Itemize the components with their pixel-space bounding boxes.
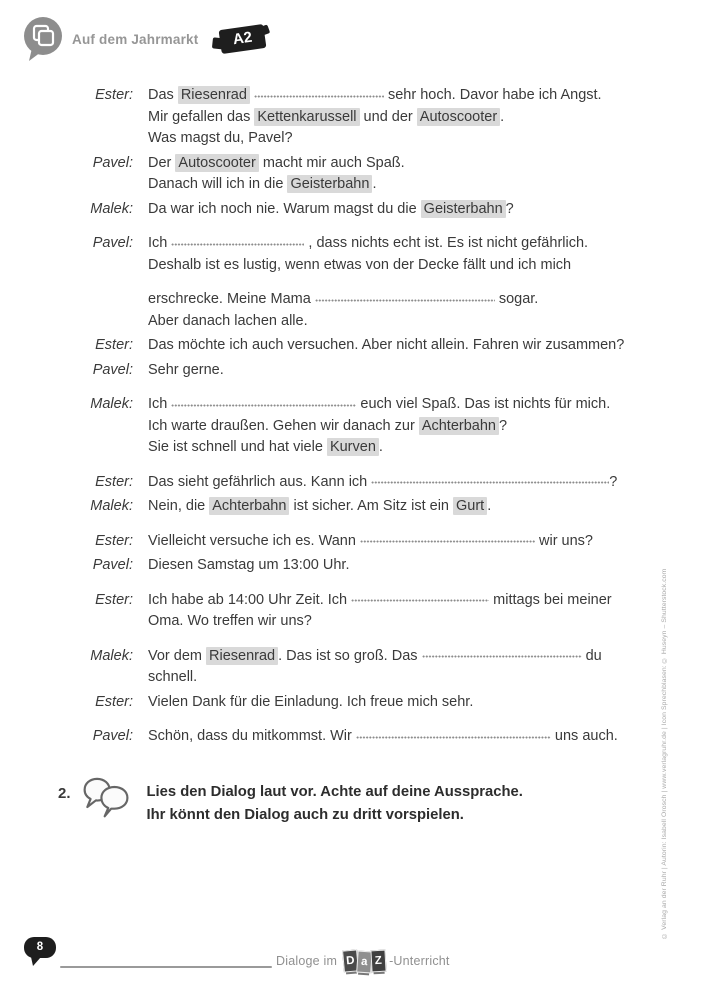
dialogue-line: Vor dem Riesenrad . Das ist so groß. Das du: [148, 647, 602, 664]
speaker-name: Malek:: [90, 647, 133, 664]
dialogue-line: Das Riesenrad sehr hoch. Davor habe ich Angst.: [148, 87, 602, 103]
dialogue-line: Sie ist schnell und hat viele Kurven .: [148, 439, 383, 455]
level-badge-label: A2: [232, 28, 254, 49]
dialogue-turn: [0, 360, 660, 382]
vocab-highlight: Autoscooter: [175, 154, 258, 172]
dialogue-turn: [0, 590, 660, 633]
dialogue-line: erschrecke. Meine Mama sogar.: [148, 291, 539, 307]
vocab-highlight: Geisterbahn: [421, 200, 506, 218]
daz-logo-tile: D: [342, 949, 359, 972]
dialogue-turn: [0, 646, 660, 689]
vocab-highlight: Achterbahn: [419, 417, 499, 435]
dialogue-line: Nein, die Achterbahn ist sicher. Am Sitz ist ein Gurt .: [148, 498, 492, 514]
page-number: 8: [36, 941, 44, 953]
dialogue-line: Oma. Wo treffen wir uns?: [148, 613, 312, 629]
dialogue-turn: [0, 153, 660, 196]
speaker-name: Malek:: [90, 396, 133, 412]
series-title: [276, 948, 450, 974]
vocab-highlight: Achterbahn: [209, 497, 289, 515]
speaker-name: Pavel:: [92, 154, 133, 171]
vocab-highlight: Kettenkarussell: [254, 108, 359, 126]
speaker-name: Malek:: [90, 200, 133, 217]
dialogue-line: Da war ich noch nie. Warum magst du die Geisterbahn ?: [148, 200, 514, 217]
speaker-name: Ester:: [95, 473, 133, 490]
speaker-name: Ester:: [95, 87, 133, 103]
dialogue-line: Diesen Samstag um 13:00 Uhr.: [148, 557, 350, 573]
fill-in-blank[interactable]: [351, 594, 489, 603]
fill-in-blank[interactable]: [360, 535, 535, 544]
fill-in-blank[interactable]: [171, 237, 304, 246]
vocab-highlight: Autoscooter: [417, 108, 500, 126]
speaker-name: Pavel:: [92, 235, 133, 251]
dialogue-turn: [0, 726, 660, 748]
page-number-badge: [24, 937, 56, 958]
dialogue-line: Mir gefallen das Kettenkarussell und der Autoscooter .: [148, 108, 505, 125]
worksheet-header: [22, 16, 266, 62]
dialogue-line: schnell.: [148, 669, 198, 685]
dialogue-line: Der Autoscooter macht mir auch Spaß.: [148, 154, 405, 171]
footer-divider-line: [60, 966, 272, 968]
dialogue-line: Vielen Dank für die Einladung. Ich freue mich sehr.: [148, 693, 474, 710]
dialogue-turn: [0, 233, 660, 276]
dialogue-turn: [0, 199, 660, 221]
dialogue-line: Aber danach lachen alle.: [148, 312, 308, 329]
dialogue-line: Das möchte ich auch versuchen. Aber nicht allein. Fahren wir zusammen?: [148, 337, 625, 353]
dialogue-line: Schön, dass du mitkommst. Wir uns auch.: [148, 728, 618, 744]
speaker-name: Ester:: [95, 532, 133, 549]
fill-in-blank[interactable]: [371, 476, 609, 485]
dialogue-line: Das sieht gefährlich aus. Kann ich ?: [148, 473, 618, 490]
dialogue: [0, 82, 660, 748]
daz-logo: [343, 950, 386, 972]
dialogue-line: Was magst du, Pavel?: [148, 130, 293, 146]
vocab-highlight: Riesenrad: [178, 86, 250, 104]
speaker-name: Ester:: [95, 693, 133, 710]
vocab-highlight: Kurven: [327, 438, 379, 456]
dialogue-turn: [0, 85, 660, 150]
dialogue-line: Sehr gerne.: [148, 361, 224, 378]
vocab-highlight: Riesenrad: [206, 647, 278, 665]
speaker-name: Ester:: [95, 337, 133, 353]
daz-logo-tile: a: [356, 951, 372, 974]
copyright-sidebar: © Verlag an der Ruhr | Autorin: Isabell Orosch | www.verlagruhr.de | Icon Sprechblasen: © Huseyn – Shutterstock.com: [661, 568, 668, 939]
dialogue-line: Ich , dass nichts echt ist. Es ist nicht gefährlich.: [148, 235, 589, 251]
dialogue-turn: [0, 692, 660, 714]
speaker-name: Pavel:: [92, 557, 133, 573]
dialogue-cards-icon: [22, 16, 64, 62]
level-badge: [219, 24, 267, 54]
fill-in-blank[interactable]: [356, 730, 551, 739]
dialogue-turn: [0, 289, 660, 332]
dialogue-turn: [0, 394, 660, 459]
task-instruction-line: Lies den Dialog laut vor. Achte auf deine Aussprache.: [146, 784, 523, 800]
speech-bubbles-icon: [83, 776, 135, 824]
speaker-name: Pavel:: [92, 728, 133, 744]
dialogue-line: Danach will ich in die Geisterbahn .: [148, 176, 377, 192]
fill-in-blank[interactable]: [254, 89, 384, 98]
task-instruction-line: Ihr könnt den Dialog auch zu dritt vorspielen.: [146, 806, 464, 823]
task-2: [58, 776, 523, 826]
vocab-highlight: Gurt: [453, 497, 487, 515]
vocab-highlight: Geisterbahn: [287, 175, 372, 193]
dialogue-turn: [0, 555, 660, 577]
dialogue-line: Vielleicht versuche ich es. Wann wir uns?: [148, 532, 593, 549]
dialogue-line: Ich habe ab 14:00 Uhr Zeit. Ich mittags bei meiner: [148, 591, 612, 608]
speaker-name: Pavel:: [92, 361, 133, 378]
task-instructions: [147, 781, 523, 826]
page-title: Auf dem Jahrmarkt: [72, 31, 199, 47]
dialogue-turn: [0, 472, 660, 494]
dialogue-line: Deshalb ist es lustig, wenn etwas von der Decke fällt und ich mich: [148, 256, 572, 273]
dialogue-turn: [0, 496, 660, 518]
daz-logo-tile: Z: [370, 950, 386, 973]
task-number: 2.: [58, 785, 71, 802]
dialogue-turn: [0, 335, 660, 357]
series-suffix: -Unterricht: [389, 954, 450, 968]
series-prefix: Dialoge im: [276, 954, 338, 968]
speaker-name: [0, 289, 148, 332]
fill-in-blank[interactable]: [315, 293, 495, 302]
fill-in-blank[interactable]: [422, 650, 582, 659]
speaker-name: Malek:: [90, 498, 133, 514]
fill-in-blank[interactable]: [171, 398, 356, 407]
speaker-name: Ester:: [95, 591, 133, 608]
dialogue-turn: [0, 531, 660, 553]
dialogue-line: Ich warte draußen. Gehen wir danach zur Achterbahn ?: [148, 417, 508, 434]
dialogue-line: Ich euch viel Spaß. Das ist nichts für mich.: [148, 396, 611, 412]
